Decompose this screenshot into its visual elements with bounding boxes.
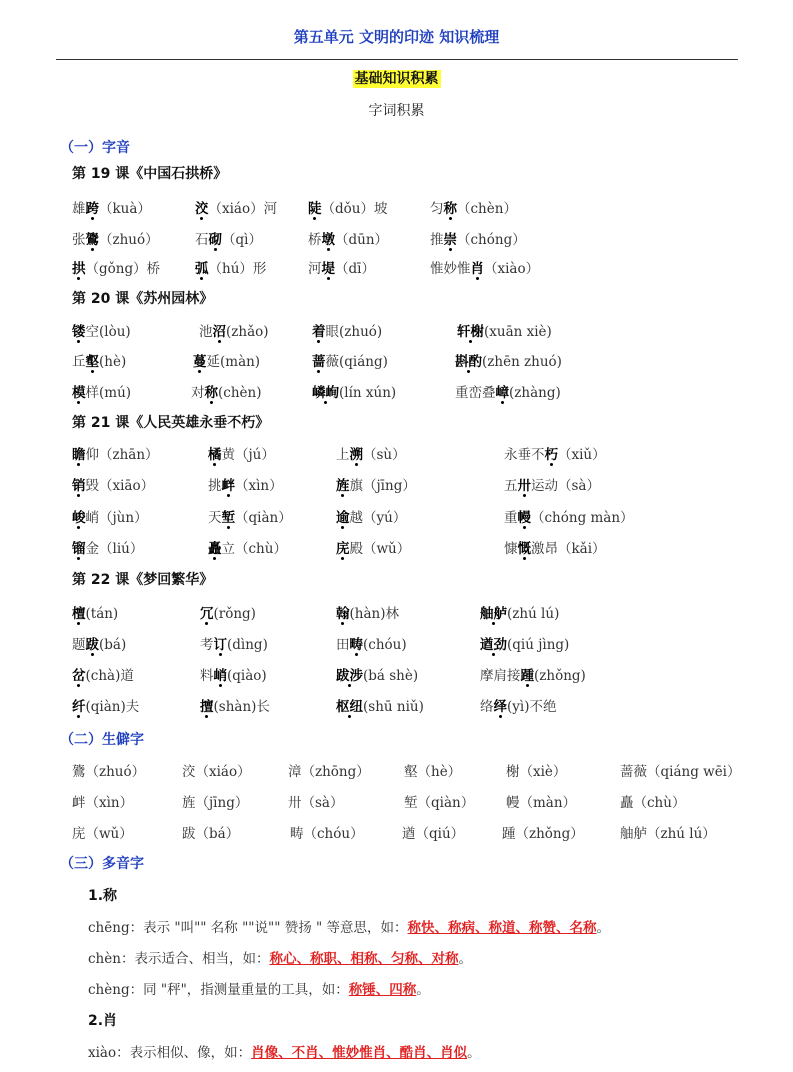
word-row bbox=[0, 633, 793, 655]
header-divider bbox=[56, 59, 738, 60]
word-entry: 旌旗（jīng） bbox=[336, 478, 416, 494]
word-entry: 题跋(bá) bbox=[72, 637, 127, 653]
word-entry: 石砌（qì） bbox=[195, 232, 262, 248]
rare-char-entry: 蔷薇（qiáng wēi） bbox=[620, 764, 741, 780]
word-entry: 着眼(zhuó) bbox=[312, 324, 383, 340]
word-entry: 镏金（liú） bbox=[72, 541, 144, 557]
word-entry: 料峭(qiào) bbox=[200, 668, 267, 684]
word-row bbox=[0, 228, 793, 250]
word-entry: 逾越（yú） bbox=[336, 510, 407, 526]
polyphonic-line: xiào：表示相似、像，如：肖像、不肖、惟妙惟肖、酷肖、肖似。 bbox=[88, 1045, 481, 1061]
word-entry: 重峦叠嶂(zhàng) bbox=[455, 385, 561, 401]
rare-char-entry: 卅（sà） bbox=[288, 795, 344, 811]
word-entry: 遒劲(qiú jìng) bbox=[480, 637, 570, 653]
word-entry: 河堤（dī） bbox=[308, 261, 375, 277]
word-entry: 永垂不朽（xiǔ） bbox=[504, 447, 606, 463]
word-entry: 络绎(yì)不绝 bbox=[480, 699, 557, 715]
rare-char-entry: 跋（bá） bbox=[182, 826, 240, 842]
word-entry: 惟妙惟肖（xiào） bbox=[430, 261, 540, 277]
word-row bbox=[0, 257, 793, 279]
example-words: 称心、称职、相称、匀称、对称 bbox=[269, 951, 459, 967]
word-row bbox=[0, 320, 793, 342]
heading-rare-characters: （二）生僻字 bbox=[60, 732, 144, 748]
word-entry: 池沼(zhǎo) bbox=[199, 324, 269, 340]
word-entry: 冗(rǒng) bbox=[200, 606, 256, 622]
rare-char-entry: 矗（chù） bbox=[620, 795, 686, 811]
word-entry: 推崇（chóng） bbox=[430, 232, 526, 248]
polyphonic-line: chèn：表示适合、相当，如：称心、称职、相称、匀称、对称。 bbox=[88, 951, 472, 967]
word-row bbox=[0, 443, 793, 465]
word-entry: 桥墩（dūn） bbox=[308, 232, 389, 248]
word-row bbox=[0, 695, 793, 717]
rare-char-entry: 洨（xiáo） bbox=[182, 764, 251, 780]
word-entry: 考订(dìng) bbox=[200, 637, 268, 653]
word-entry: 陡（dǒu）坡 bbox=[308, 201, 388, 217]
section-title-text: 基础知识积累 bbox=[354, 71, 439, 87]
lesson-title: 第 22 课《梦回繁华》 bbox=[72, 572, 214, 588]
rare-char-entry: 壑（hè） bbox=[404, 764, 462, 780]
heading-pronunciation: （一）字音 bbox=[60, 140, 130, 156]
word-entry: 弧（hú）形 bbox=[195, 261, 267, 277]
word-row bbox=[0, 537, 793, 559]
rare-char-row bbox=[0, 822, 793, 844]
word-entry: 橘黄（jú） bbox=[208, 447, 275, 463]
word-entry: 纤(qiàn)夫 bbox=[72, 699, 140, 715]
example-words: 称快、称病、称道、称赞、名称 bbox=[407, 920, 597, 936]
section-title bbox=[0, 68, 793, 88]
word-entry: 雄跨（kuà） bbox=[72, 201, 151, 217]
word-entry: 丘壑(hè) bbox=[72, 354, 127, 370]
rare-char-entry: 畴（chóu） bbox=[290, 826, 364, 842]
rare-char-row bbox=[0, 791, 793, 813]
word-entry: 重幔（chóng màn） bbox=[504, 510, 634, 526]
word-entry: 峻峭（jùn） bbox=[72, 510, 148, 526]
rare-char-entry: 舳舻（zhú lú） bbox=[620, 826, 716, 842]
word-row bbox=[0, 197, 793, 219]
word-row bbox=[0, 602, 793, 624]
word-entry: 模样(mú) bbox=[72, 385, 132, 401]
rare-char-entry: 堑（qiàn） bbox=[404, 795, 475, 811]
word-entry: 销毁（xiāo） bbox=[72, 478, 155, 494]
polyphonic-number: 1.称 bbox=[88, 888, 118, 904]
rare-char-row bbox=[0, 760, 793, 782]
word-entry: 镂空(lòu) bbox=[72, 324, 131, 340]
word-entry: 蔷薇(qiáng) bbox=[312, 354, 388, 370]
example-words: 肖像、不肖、惟妙惟肖、酷肖、肖似 bbox=[251, 1045, 468, 1061]
word-entry: 挑衅（xìn） bbox=[208, 478, 283, 494]
example-words: 称锤、四称 bbox=[348, 982, 417, 998]
word-row bbox=[0, 350, 793, 372]
rare-char-entry: 旌（jīng） bbox=[182, 795, 249, 811]
rare-char-entry: 庑（wǔ） bbox=[72, 826, 133, 842]
word-entry: 轩榭(xuān xiè) bbox=[457, 324, 552, 340]
word-row bbox=[0, 381, 793, 403]
lesson-title: 第 21 课《人民英雄永垂不朽》 bbox=[72, 415, 270, 431]
word-entry: 擅(shàn)长 bbox=[200, 699, 270, 715]
polyphonic-line: chēng：表示 "叫"" 名称 ""说"" 赞扬 " 等意思，如：称快、称病、称道、称赞、名称。 bbox=[88, 920, 611, 936]
lesson-title: 第 19 课《中国石拱桥》 bbox=[72, 166, 228, 182]
word-entry: 田畴(chóu) bbox=[336, 637, 407, 653]
lesson-title: 第 20 课《苏州园林》 bbox=[72, 291, 214, 307]
heading-polyphonic: （三）多音字 bbox=[60, 856, 144, 872]
word-entry: 庑殿（wǔ） bbox=[336, 541, 411, 557]
word-entry: 摩肩接踵(zhǒng) bbox=[480, 668, 586, 684]
word-entry: 对称(chèn) bbox=[191, 385, 262, 401]
word-entry: 拱（gǒng）桥 bbox=[72, 261, 161, 277]
word-entry: 张鷟（zhuó） bbox=[72, 232, 159, 248]
word-row bbox=[0, 474, 793, 496]
word-entry: 跋涉(bá shè) bbox=[336, 668, 419, 684]
word-entry: 上溯（sù） bbox=[336, 447, 406, 463]
word-entry: 斟酌(zhēn zhuó) bbox=[455, 354, 562, 370]
rare-char-entry: 踵（zhǒng） bbox=[502, 826, 584, 842]
word-entry: 岔(chà)道 bbox=[72, 668, 134, 684]
word-entry: 蔓延(màn) bbox=[193, 354, 261, 370]
word-entry: 瞻仰（zhān） bbox=[72, 447, 159, 463]
page-header: 第五单元 文明的印迹 知识梳理 bbox=[293, 28, 500, 46]
rare-char-entry: 鷟（zhuó） bbox=[72, 764, 146, 780]
word-entry: 檀(tán) bbox=[72, 606, 119, 622]
word-entry: 矗立（chù） bbox=[208, 541, 287, 557]
word-entry: 枢纽(shū niǔ) bbox=[336, 699, 424, 715]
rare-char-entry: 遒（qiú） bbox=[402, 826, 465, 842]
rare-char-entry: 衅（xìn） bbox=[72, 795, 134, 811]
word-entry: 翰(hàn)林 bbox=[336, 606, 399, 622]
word-entry: 嶙峋(lín xún) bbox=[312, 385, 397, 401]
word-entry: 匀称（chèn） bbox=[430, 201, 517, 217]
rare-char-entry: 榭（xiè） bbox=[506, 764, 567, 780]
word-entry: 洨（xiáo）河 bbox=[195, 201, 278, 217]
word-entry: 舳舻(zhú lú) bbox=[480, 606, 560, 622]
word-row bbox=[0, 506, 793, 528]
word-entry: 慷慨激昂（kǎi） bbox=[504, 541, 606, 557]
rare-char-entry: 幔（màn） bbox=[506, 795, 577, 811]
subsection-title: 字词积累 bbox=[368, 103, 425, 119]
polyphonic-line: chèng：同 "秤"，指测量重量的工具，如：称锤、四称。 bbox=[88, 982, 430, 998]
polyphonic-number: 2.肖 bbox=[88, 1013, 118, 1029]
word-entry: 五卅运动（sà） bbox=[504, 478, 600, 494]
rare-char-entry: 漳（zhōng） bbox=[288, 764, 370, 780]
word-row bbox=[0, 664, 793, 686]
word-entry: 天堑（qiàn） bbox=[208, 510, 292, 526]
